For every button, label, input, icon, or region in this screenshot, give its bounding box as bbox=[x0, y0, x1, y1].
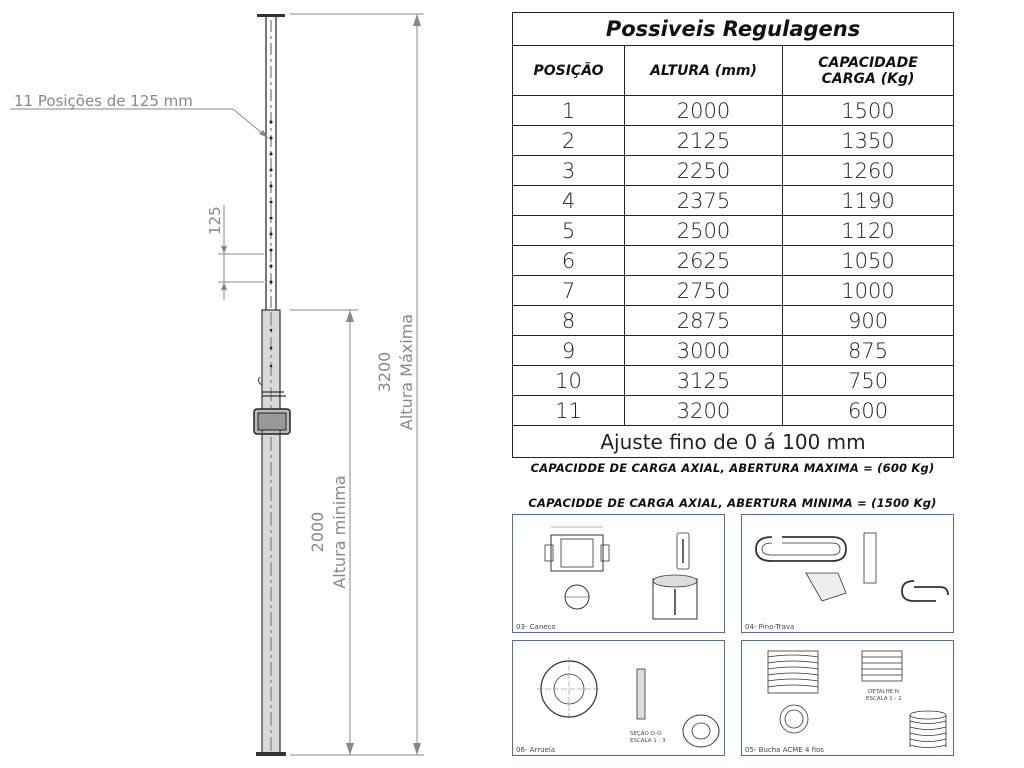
cell-position: 4 bbox=[513, 186, 625, 216]
cell-capacity: 1190 bbox=[783, 186, 954, 216]
table-row bbox=[513, 306, 954, 336]
cell-position: 10 bbox=[513, 366, 625, 396]
table-row bbox=[513, 366, 954, 396]
cell-position: 11 bbox=[513, 396, 625, 426]
max-opening-note: CAPACIDDE DE CARGA AXIAL, ABERTURA MAXIMA = (600 Kg) bbox=[530, 461, 935, 475]
header-capacity bbox=[783, 46, 954, 96]
prop-drawing bbox=[0, 0, 500, 768]
cell-capacity: 1260 bbox=[783, 156, 954, 186]
cell-capacity: 900 bbox=[783, 306, 954, 336]
panel-caneco bbox=[512, 514, 725, 633]
panel-arruela bbox=[512, 640, 725, 756]
cell-capacity: 1500 bbox=[783, 96, 954, 126]
cell-height: 2625 bbox=[625, 246, 783, 276]
table-row bbox=[513, 96, 954, 126]
cell-capacity: 1120 bbox=[783, 216, 954, 246]
table-row bbox=[513, 126, 954, 156]
cell-position: 6 bbox=[513, 246, 625, 276]
min-height-value: 2000 bbox=[308, 511, 327, 553]
cell-capacity: 750 bbox=[783, 366, 954, 396]
cell-height: 2500 bbox=[625, 216, 783, 246]
cell-height: 2375 bbox=[625, 186, 783, 216]
escala-12-label: ESCALA 1 : 2 bbox=[866, 696, 902, 702]
table-body bbox=[513, 96, 954, 426]
cell-capacity: 1350 bbox=[783, 126, 954, 156]
secao-label: SEÇÃO O-O bbox=[630, 731, 662, 737]
regulation-table-container bbox=[512, 12, 953, 458]
cell-height: 2250 bbox=[625, 156, 783, 186]
bucha-drawing bbox=[742, 641, 953, 755]
max-height-label: Altura Máxima bbox=[397, 313, 416, 431]
table-row bbox=[513, 396, 954, 426]
table-title: Possiveis Regulagens bbox=[513, 13, 954, 46]
top-plate bbox=[257, 14, 285, 17]
fine-adjust-note: Ajuste fino de 0 á 100 mm bbox=[513, 426, 954, 458]
cell-position: 2 bbox=[513, 126, 625, 156]
regulation-table bbox=[512, 12, 954, 458]
header-capacity-line1: CAPACIDADE bbox=[818, 54, 918, 71]
panel-bucha bbox=[741, 640, 954, 756]
arruela-caption: 06- Arruela bbox=[516, 746, 556, 754]
cell-height: 2000 bbox=[625, 96, 783, 126]
cell-capacity: 875 bbox=[783, 336, 954, 366]
table-row bbox=[513, 276, 954, 306]
pino-trava-drawing bbox=[742, 515, 953, 632]
cell-capacity: 1000 bbox=[783, 276, 954, 306]
cell-position: 7 bbox=[513, 276, 625, 306]
cell-height: 2875 bbox=[625, 306, 783, 336]
cell-height: 3125 bbox=[625, 366, 783, 396]
cell-height: 2125 bbox=[625, 126, 783, 156]
table-row bbox=[513, 186, 954, 216]
pino-trava-caption: 04- Pino-Trava bbox=[745, 623, 795, 631]
cell-position: 1 bbox=[513, 96, 625, 126]
cell-position: 9 bbox=[513, 336, 625, 366]
header-position: POSIÇÃO bbox=[513, 46, 625, 96]
cell-position: 5 bbox=[513, 216, 625, 246]
min-opening-note: CAPACIDDE DE CARGA AXIAL, ABERTURA MINIMA = (1500 Kg) bbox=[528, 496, 937, 510]
table-row bbox=[513, 246, 954, 276]
cell-height: 2750 bbox=[625, 276, 783, 306]
cell-height: 3000 bbox=[625, 336, 783, 366]
arruela-drawing bbox=[513, 641, 724, 755]
base-plate bbox=[256, 752, 286, 756]
min-height-label: Altura minima bbox=[330, 475, 349, 589]
table-row bbox=[513, 156, 954, 186]
bucha-caption: 05- Bucha ACME 4 fios bbox=[745, 746, 824, 754]
header-height: ALTURA (mm) bbox=[625, 46, 783, 96]
caneco-caption: 03- Caneco bbox=[516, 623, 556, 631]
cell-height: 3200 bbox=[625, 396, 783, 426]
header-capacity-line2: CARGA (Kg) bbox=[821, 70, 915, 87]
cell-capacity: 600 bbox=[783, 396, 954, 426]
spacing-label: 125 bbox=[206, 206, 224, 235]
cell-capacity: 1050 bbox=[783, 246, 954, 276]
cell-position: 3 bbox=[513, 156, 625, 186]
panel-pino-trava bbox=[741, 514, 954, 633]
caneco-drawing bbox=[513, 515, 724, 632]
escala-13-label: ESCALA 1 : 3 bbox=[630, 738, 666, 744]
table-row bbox=[513, 216, 954, 246]
cell-position: 8 bbox=[513, 306, 625, 336]
positions-label: 11 Posições de 125 mm bbox=[14, 92, 193, 110]
table-row bbox=[513, 336, 954, 366]
detalhe-label: DETALHE N bbox=[868, 689, 899, 695]
max-height-value: 3200 bbox=[375, 351, 394, 393]
